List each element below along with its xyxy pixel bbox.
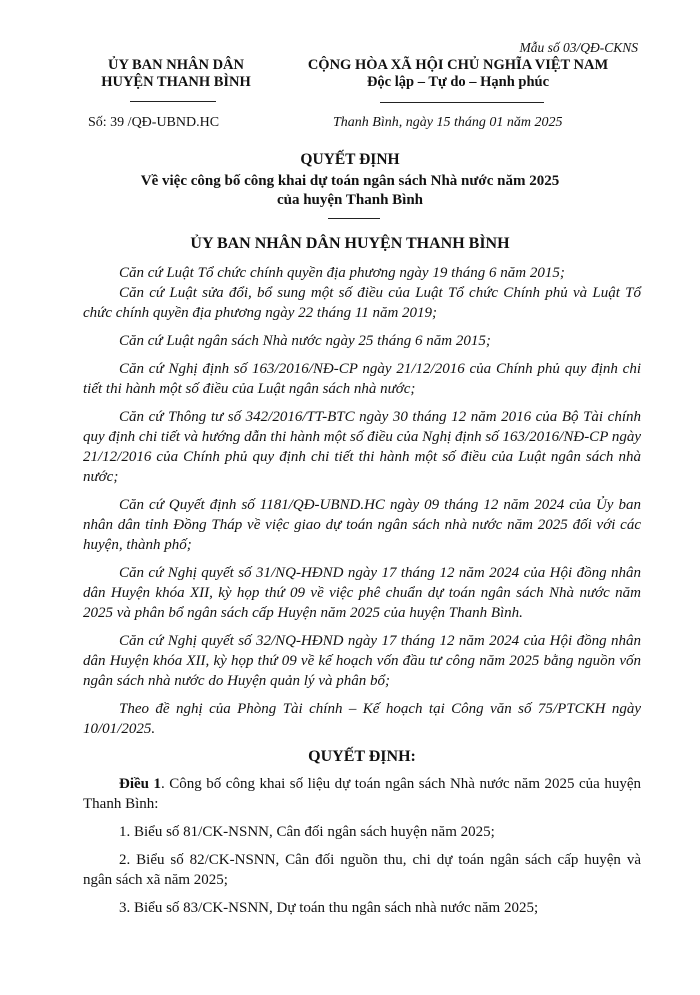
list-item: 2. Biểu số 82/CK-NSNN, Cân đối nguồn thu, chi dự toán ngân sách cấp huyện và ngân sách xã năm 2025; xyxy=(83,852,641,888)
subject-line1: Về việc công bố công khai dự toán ngân sách Nhà nước năm 2025 xyxy=(140,173,560,189)
article-1 xyxy=(83,774,641,814)
issuer-line1: ỦY BAN NHÂN DÂN xyxy=(107,57,244,73)
preamble-clause: Căn cứ Nghị định số 163/2016/NĐ-CP ngày 21/12/2016 của Chính phủ quy định chi tiết thi hành một số điều của Luật ngân sách nhà nước; xyxy=(83,361,641,397)
article-1-label: Điều 1 xyxy=(119,776,162,792)
preamble-clause: Căn cứ Luật sửa đổi, bổ sung một số điều của Luật Tổ chức Chính phủ và Luật Tổ chức chính quyền địa phương ngày 22 tháng 11 năm 2019; xyxy=(83,285,641,321)
article-1-text: . Công bố công khai số liệu dự toán ngân sách Nhà nước năm 2025 của huyện Thanh Bình: xyxy=(83,776,642,812)
preamble-clause: Căn cứ Luật ngân sách Nhà nước ngày 25 tháng 6 năm 2015; xyxy=(119,333,491,349)
document-subject xyxy=(0,172,700,210)
document-title: QUYẾT ĐỊNH xyxy=(300,151,400,168)
authority-heading: ỦY BAN NHÂN DÂN HUYỆN THANH BÌNH xyxy=(190,235,510,252)
decision-heading: QUYẾT ĐỊNH: xyxy=(308,748,416,765)
preamble-clause: Căn cứ Nghị quyết số 31/NQ-HĐND ngày 17 tháng 12 năm 2024 của Hội đồng nhân dân Huyện khóa XII, kỳ họp thứ 09 về việc phê chuẩn dự toán ngân sách Nhà nước năm 2025 và phân bổ ngân sách cấp Huyện năm 2025 của huyện Thanh Bình. xyxy=(83,565,641,621)
preamble-clause: Căn cứ Luật Tổ chức chính quyền địa phương ngày 19 tháng 6 năm 2015; xyxy=(119,265,565,281)
form-number: Mẫu số 03/QĐ-CKNS xyxy=(519,40,638,55)
preamble-clause: Căn cứ Nghị quyết số 32/NQ-HĐND ngày 17 tháng 12 năm 2024 của Hội đồng nhân dân Huyện khóa XII, kỳ họp thứ 09 về kế hoạch vốn đầu tư công năm 2025 bằng nguồn vốn ngân sách nhà nước do Huyện quản lý và phân bổ; xyxy=(83,633,641,689)
national-underline xyxy=(380,102,544,103)
national-slogan: Độc lập – Tự do – Hạnh phúc xyxy=(366,74,550,90)
issuer-line2: HUYỆN THANH BÌNH xyxy=(101,74,251,90)
subject-line2: của huyện Thanh Bình xyxy=(276,192,424,208)
document-number: Số: 39 /QĐ-UBND.HC xyxy=(88,115,220,130)
preamble-clause: Căn cứ Thông tư số 342/2016/TT-BTC ngày 30 tháng 12 năm 2016 của Bộ Tài chính quy định chi tiết và hướng dẫn thi hành một số điều của Nghị định số 163/2016/NĐ-CP ngày 21/12/2016 của Chính phủ quy định chi tiết thi hành một số điều của Luật ngân sách nhà nước; xyxy=(83,409,641,485)
list-item: 1. Biểu số 81/CK-NSNN, Cân đối ngân sách huyện năm 2025; xyxy=(119,824,495,840)
subject-underline xyxy=(328,218,380,219)
issuer-header xyxy=(76,57,276,91)
national-header xyxy=(283,57,633,91)
preamble-clause: Căn cứ Quyết định số 1181/QĐ-UBND.HC ngày 09 tháng 12 năm 2024 của Ủy ban nhân dân tỉnh Đồng Tháp về việc giao dự toán ngân sách nhà nước năm 2025 đối với các huyện, thành phố; xyxy=(83,497,641,553)
document-body xyxy=(83,263,641,926)
issuer-underline xyxy=(130,101,216,102)
place-and-date: Thanh Bình, ngày 15 tháng 01 năm 2025 xyxy=(333,115,563,130)
preamble-clause: Theo đề nghị của Phòng Tài chính – Kế hoạch tại Công văn số 75/PTCKH ngày 10/01/2025. xyxy=(83,701,641,737)
list-item: 3. Biểu số 83/CK-NSNN, Dự toán thu ngân sách nhà nước năm 2025; xyxy=(119,900,539,916)
national-motto: CỘNG HÒA XÃ HỘI CHỦ NGHĨA VIỆT NAM xyxy=(307,57,609,73)
